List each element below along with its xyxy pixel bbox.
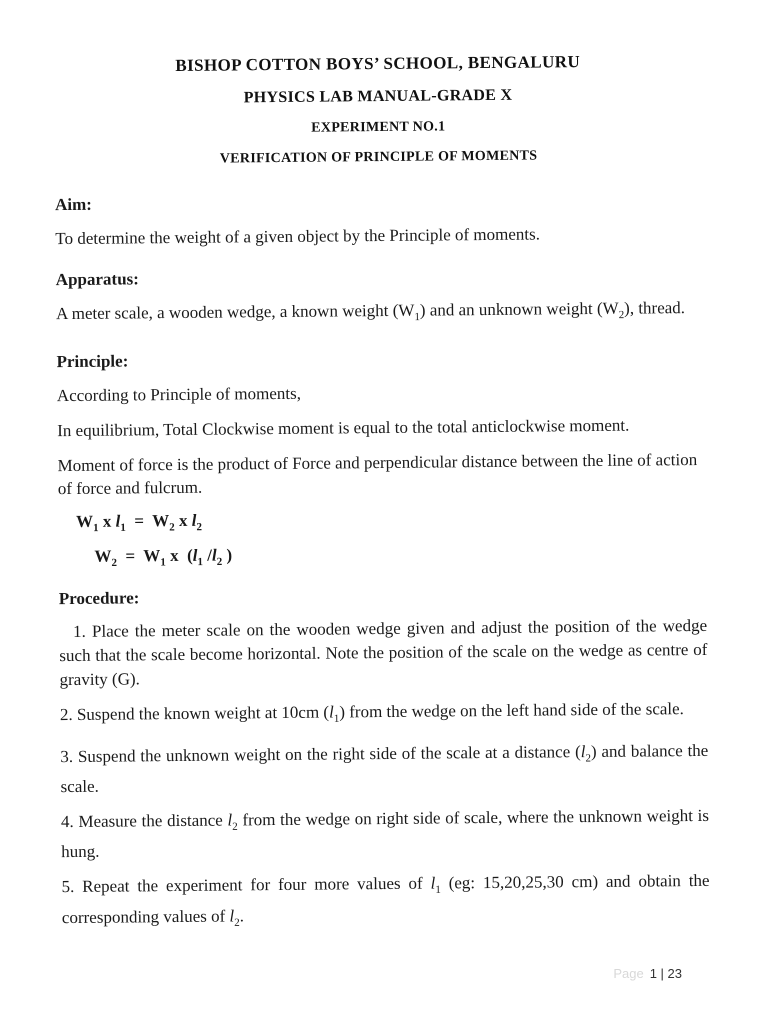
eq-symbol: W: [94, 546, 112, 566]
page-footer: [613, 966, 682, 981]
step-text: 4. Measure the distance: [60, 810, 228, 832]
subscript: 1: [93, 522, 99, 535]
equation-1: [58, 506, 706, 535]
aim-text: To determine the weight of a given object by the Principle of moments.: [55, 224, 541, 249]
principle-line-3: Moment of force is the product of Force and perpendicular distance between the line of action of force and fulcrum.: [57, 450, 698, 499]
subscript: 1: [414, 311, 420, 324]
equation-2: [58, 541, 706, 570]
step-variable: l: [227, 810, 233, 830]
apparatus-text: [56, 296, 704, 333]
step-text: 2. Suspend the known weight at 10cm (: [59, 702, 330, 725]
eq-symbol: l: [115, 511, 121, 531]
eq-operator: ): [222, 545, 233, 565]
subscript: 2: [216, 555, 223, 568]
principle-heading: Principle:: [56, 351, 129, 372]
eq-symbol: W: [75, 512, 94, 532]
document-header: [54, 51, 703, 169]
eq-operator: x: [98, 511, 116, 532]
subscript: 2: [169, 521, 175, 534]
page-number: 1 | 23: [649, 966, 682, 981]
subscript: 2: [585, 751, 592, 765]
step-text: ) and balance the scale.: [60, 740, 709, 797]
subscript: 2: [232, 820, 238, 833]
procedure-step-2: [60, 697, 708, 734]
step-text: 5. Repeat the experiment for four more values of: [61, 873, 431, 897]
step-variable: l: [328, 702, 334, 722]
procedure-step-1: 1. Place the meter scale on the wooden wedge given and adjust the position of the wedge such that the scale become horizontal. Note the position of the scale on the wedge as centre of gravity (G).: [59, 616, 708, 690]
eq-operator: x (: [165, 545, 193, 565]
step-variable: l: [229, 906, 235, 926]
subscript: 1: [435, 884, 441, 897]
eq-symbol: W: [152, 511, 170, 531]
subscript: 2: [111, 556, 118, 569]
eq-operator: /: [202, 545, 213, 565]
eq-symbol: l: [192, 545, 198, 565]
eq-operator: =: [116, 546, 144, 566]
step-text: from the wedge on right side of scale, where the unknown weight is hung.: [61, 805, 710, 862]
eq-operator: =: [125, 511, 153, 531]
experiment-number: EXPERIMENT NO.1: [311, 119, 446, 136]
apparatus-heading: Apparatus:: [55, 269, 139, 290]
principle-line-1: According to Principle of moments,: [56, 384, 302, 406]
aim-heading: Aim:: [54, 194, 92, 215]
eq-operator: x: [174, 511, 192, 531]
subscript: 2: [234, 916, 240, 929]
step-text: .: [239, 906, 245, 926]
subscript: 2: [196, 521, 203, 534]
principle-line-2: In equilibrium, Total Clockwise moment is equal to the total anticlockwise moment.: [57, 416, 630, 441]
apparatus-text-part: ) and an unknown weight (W: [419, 298, 619, 320]
procedure-step-3: [60, 738, 708, 799]
experiment-title: VERIFICATION OF PRINCIPLE OF MOMENTS: [219, 148, 538, 167]
apparatus-text-part: ), thread.: [624, 298, 686, 318]
procedure-heading: Procedure:: [58, 588, 140, 609]
subscript: 1: [333, 713, 340, 726]
subscript: 2: [618, 309, 625, 322]
eq-symbol: l: [211, 545, 217, 565]
step-variable: l: [430, 873, 436, 893]
manual-title: PHYSICS LAB MANUAL-GRADE X: [243, 86, 513, 107]
step-text: ) from the wedge on the left hand side of the scale.: [339, 699, 684, 722]
procedure-step-5: [61, 869, 710, 936]
step-text: (eg: 15,20,25,30 cm) and obtain the corresponding values of: [61, 871, 710, 927]
eq-symbol: W: [143, 545, 161, 566]
page-label: Page: [613, 966, 644, 981]
eq-symbol: l: [191, 511, 197, 531]
subscript: 1: [160, 556, 166, 569]
step-variable: l: [580, 741, 586, 761]
step-text: 3. Suspend the unknown weight on the right side of the scale at a distance (: [60, 741, 581, 766]
subscript: 1: [197, 555, 204, 568]
apparatus-text-part: A meter scale, a wooden wedge, a known weight (W: [55, 300, 415, 324]
subscript: 1: [120, 522, 126, 535]
procedure-step-4: [61, 804, 709, 865]
school-name: BISHOP COTTON BOYS’ SCHOOL, BENGALURU: [175, 52, 581, 75]
